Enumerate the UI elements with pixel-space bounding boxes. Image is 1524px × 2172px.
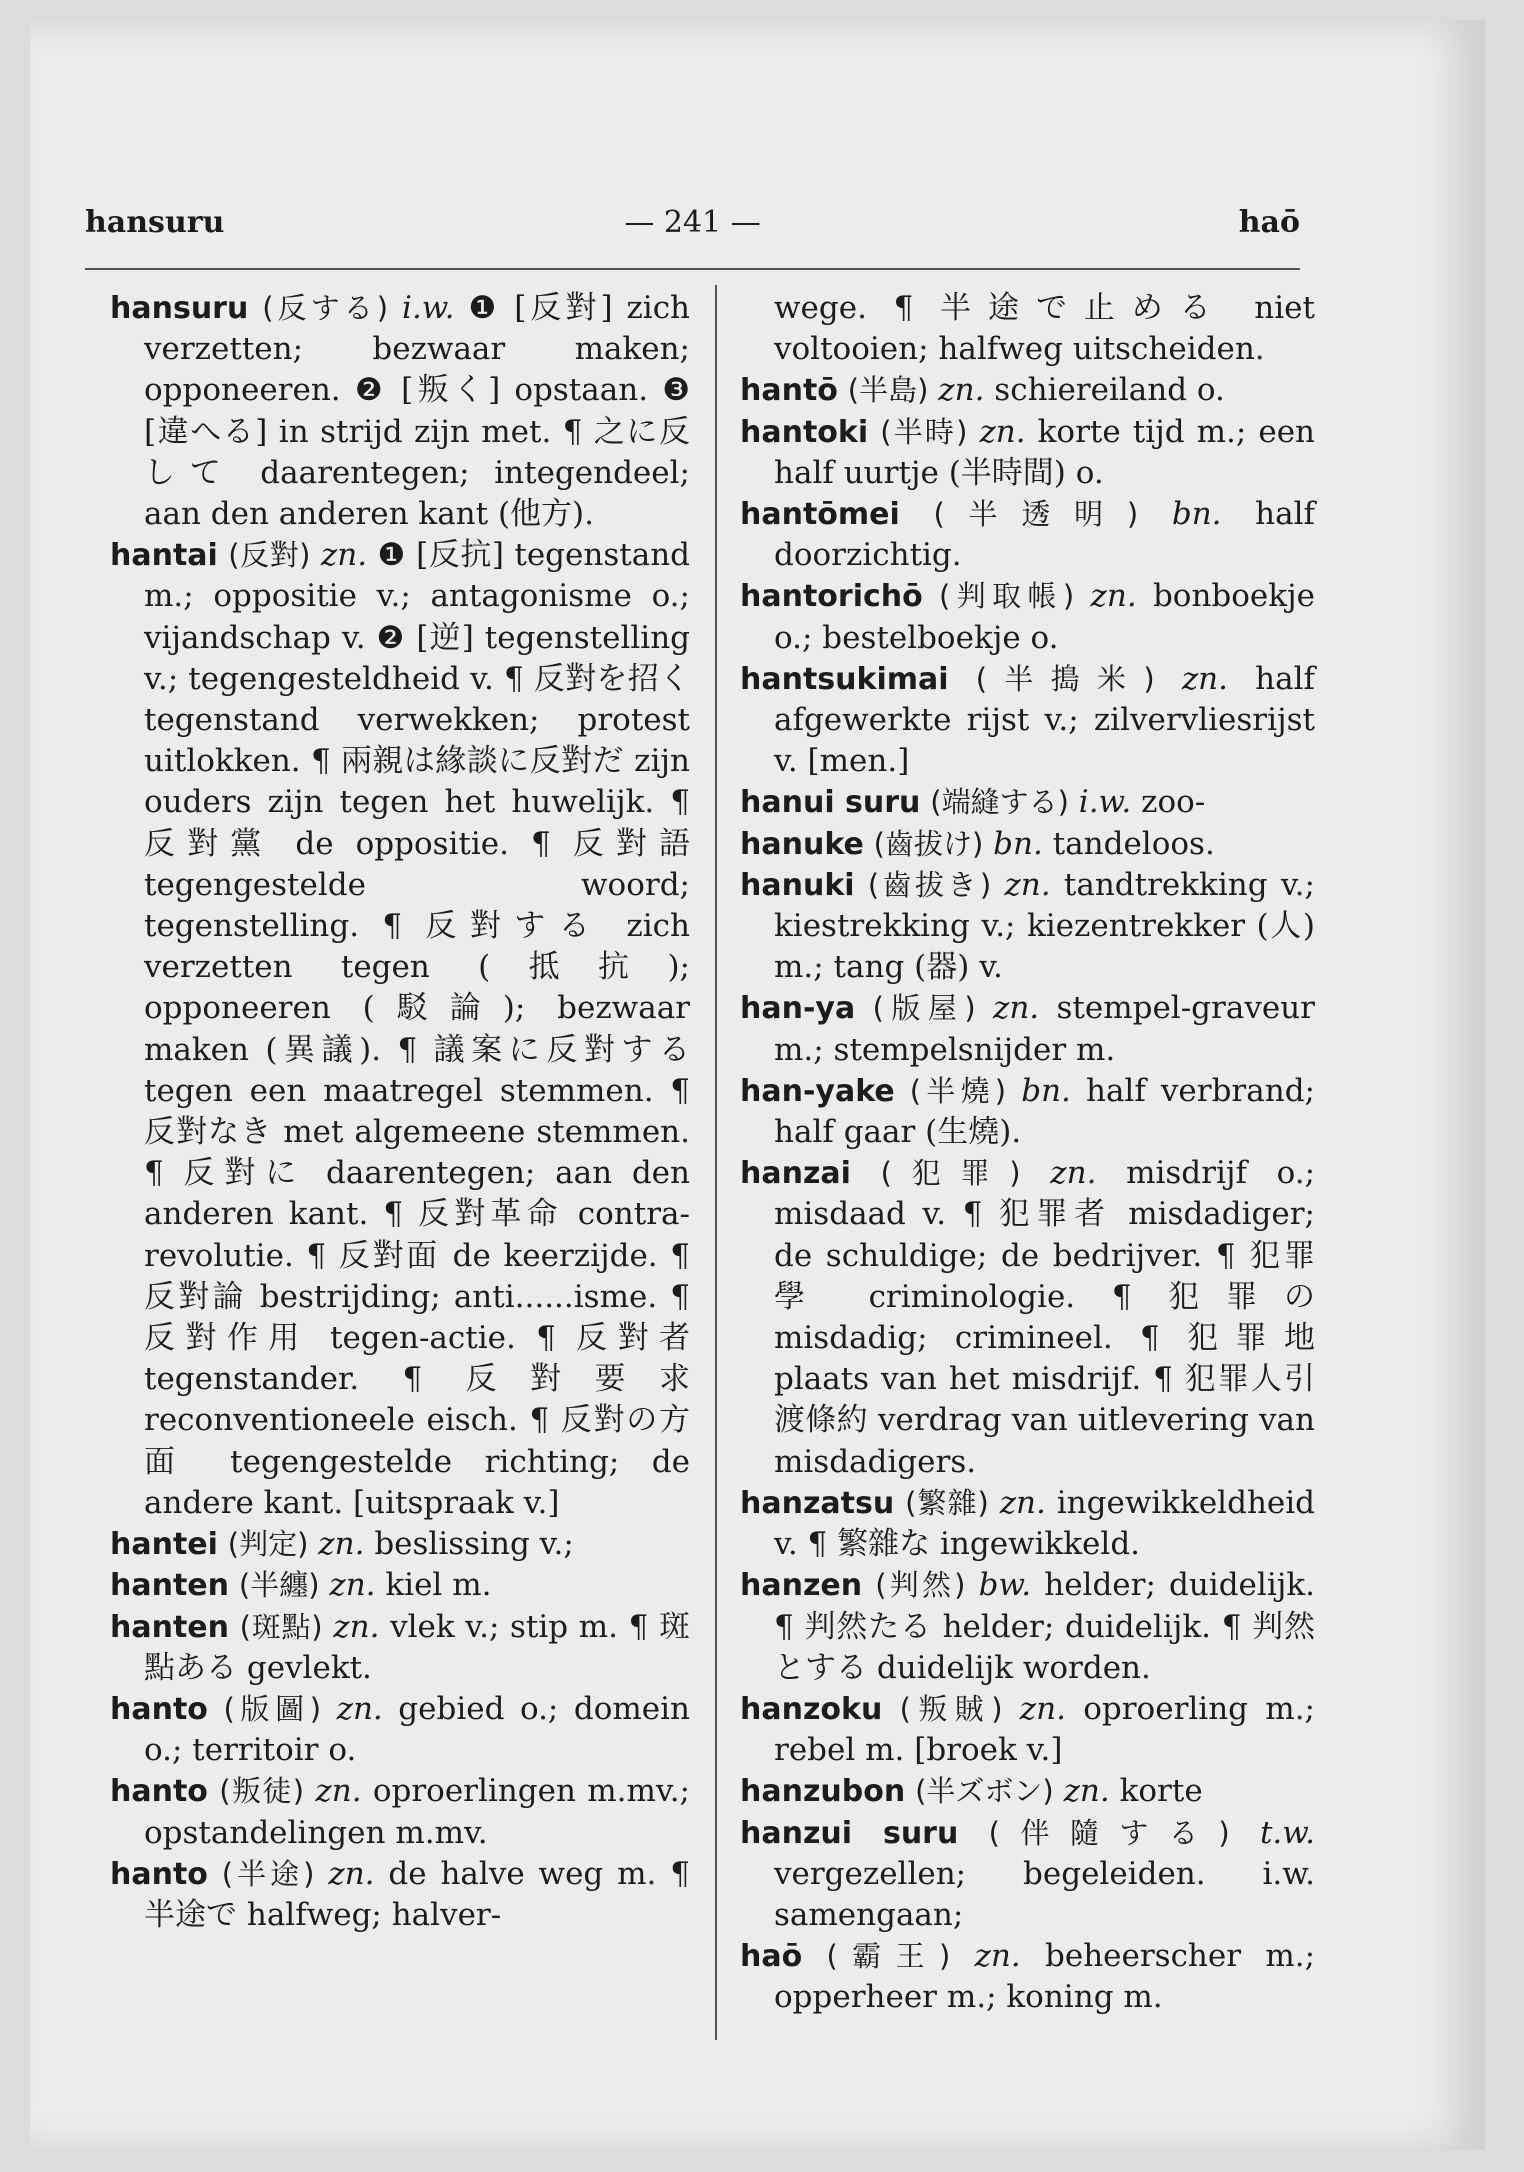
definition: oproerling m.; rebel m. [broek v.] — [774, 1690, 1315, 1769]
part-of-speech: zn. — [333, 1608, 380, 1645]
dictionary-entry — [740, 288, 1315, 370]
japanese-script: (判定) — [227, 1527, 309, 1562]
japanese-script: (版圖) — [223, 1691, 322, 1726]
dictionary-entry — [740, 1689, 1315, 1771]
part-of-speech: zn. — [974, 1938, 1021, 1975]
definition: vergezellen; begeleiden. i.w. samengaan; — [774, 1855, 1315, 1933]
headword: hanzatsu — [740, 1485, 895, 1521]
dictionary-entry — [740, 1771, 1315, 1812]
dictionary-entry — [740, 494, 1315, 576]
definition: ingewikkeldheid v. ¶ 繁雜な ingewikkeld. — [774, 1484, 1316, 1563]
page-header — [85, 205, 1300, 245]
dictionary-entry — [110, 1689, 690, 1771]
dictionary-entry — [110, 1771, 690, 1853]
dictionary-entry — [740, 1071, 1315, 1153]
japanese-script: (半燒) — [909, 1073, 1007, 1108]
headword: hanzui suru — [740, 1815, 959, 1851]
headword: hanuke — [740, 826, 864, 862]
headword: hanzai — [740, 1156, 851, 1192]
headword: hanui suru — [740, 785, 921, 821]
part-of-speech: bn. — [1021, 1072, 1071, 1109]
part-of-speech: zn. — [320, 537, 368, 574]
headword: haō — [740, 1939, 803, 1975]
part-of-speech: i.w. — [1078, 784, 1132, 821]
japanese-script: (叛賊) — [899, 1691, 1003, 1726]
right-column — [740, 288, 1315, 2019]
definition: korte tijd m.; een half uurtje (半時間) o. — [774, 413, 1316, 491]
part-of-speech: i.w. — [402, 290, 455, 326]
japanese-script: (半途) — [221, 1856, 315, 1891]
definition: bonboekje o.; bestelboekje o. — [774, 578, 1316, 656]
dictionary-entry — [110, 1524, 690, 1565]
left-column — [110, 288, 690, 1936]
headword: hanzoku — [740, 1691, 883, 1727]
japanese-script: (半島) — [847, 373, 929, 408]
definition: oproerlingen m.mv.; opstandelingen m.mv. — [144, 1773, 690, 1851]
definition: korte — [1119, 1773, 1203, 1810]
headword: hanten — [110, 1609, 230, 1645]
headword: hanten — [110, 1568, 230, 1604]
dictionary-entry — [110, 1607, 690, 1689]
headword: hantōmei — [740, 497, 900, 533]
headword: hantoki — [740, 414, 869, 450]
part-of-speech: zn. — [1090, 578, 1137, 615]
definition: tandeloos. — [1052, 825, 1215, 862]
headword: hanzubon — [740, 1774, 906, 1810]
definition: wege. ¶ 半途で止める niet voltooien; halfweg uitscheiden. — [774, 290, 1315, 368]
part-of-speech: zn. — [1063, 1773, 1110, 1810]
part-of-speech: t.w. — [1259, 1814, 1315, 1851]
japanese-script: (版屋) — [872, 991, 976, 1026]
part-of-speech: bw. — [978, 1567, 1032, 1604]
japanese-script: (半時) — [880, 414, 968, 449]
japanese-script: (繁雜) — [905, 1485, 989, 1520]
part-of-speech: zn. — [1019, 1690, 1066, 1727]
headword: hantorichō — [740, 579, 923, 615]
definition: gebied o.; domein o.; territoir o. — [144, 1690, 691, 1769]
part-of-speech: bn. — [1171, 496, 1222, 533]
dictionary-entry — [740, 412, 1315, 494]
japanese-script: (反對) — [228, 538, 311, 573]
headword: hanuki — [740, 867, 855, 903]
definition: half verbrand; half gaar (生燒). — [774, 1072, 1315, 1151]
headword: han-ya — [740, 991, 856, 1027]
headword: hanto — [110, 1856, 208, 1892]
headword: hantai — [110, 538, 218, 574]
definition: vlek v.; stip m. ¶ 斑點ある gevlekt. — [144, 1608, 691, 1686]
part-of-speech: zn. — [328, 1855, 375, 1892]
definition: half afgewerkte rijst v.; zilvervliesrijst v. [men.] — [774, 660, 1316, 780]
japanese-script: (犯罪) — [880, 1156, 1021, 1191]
part-of-speech: zn. — [999, 1484, 1046, 1521]
definition: ❶ [反對] zich verzetten; bezwaar maken; opponeeren. ❷ [叛く] opstaan. ❸ [違へる] in strijd zijn met. ¶ 之に反して daarentegen; integendeel; aan den anderen kant (他方). — [144, 290, 691, 533]
japanese-script: (判取帳) — [939, 579, 1075, 614]
part-of-speech: zn. — [318, 1526, 365, 1563]
header-rule — [85, 268, 1300, 270]
definition: tandtrekking v.; kiestrekking v.; kiezentrekker (人) m.; tang (器) v. — [774, 866, 1315, 986]
definition: helder; duidelijk. ¶ 判然たる helder; duidelijk. ¶ 判然とする duidelijk worden. — [774, 1567, 1315, 1686]
dictionary-entry — [740, 988, 1315, 1070]
dictionary-entry — [110, 535, 690, 1524]
dictionary-entry — [110, 1854, 690, 1936]
part-of-speech: zn. — [1050, 1155, 1097, 1192]
definition: kiel m. — [385, 1567, 492, 1604]
japanese-script: (半纏) — [238, 1568, 320, 1603]
japanese-script: (叛徒) — [219, 1774, 305, 1809]
japanese-script: (半ズボン) — [915, 1774, 1054, 1809]
japanese-script: (端縫する) — [930, 785, 1069, 820]
japanese-script: (判然) — [875, 1568, 966, 1603]
header-left-guide-word: hansuru — [85, 205, 225, 240]
dictionary-entry — [110, 1565, 690, 1606]
part-of-speech: bn. — [993, 825, 1043, 862]
japanese-script: (伴隨する) — [988, 1815, 1230, 1850]
japanese-script: (反する) — [262, 291, 389, 325]
headword: han-yake — [740, 1073, 895, 1109]
header-right-guide-word: haō — [1238, 205, 1300, 240]
headword: hanto — [110, 1774, 208, 1810]
dictionary-entry — [740, 782, 1315, 823]
headword: hanzen — [740, 1568, 863, 1604]
definition: misdrijf o.; misdaad v. ¶ 犯罪者 misdadiger; de schuldige; de bedrijver. ¶ 犯罪學 criminologie. ¶ 犯罪の misdadig; crimineel. ¶ 犯罪地 plaats van het misdrijf. ¶ 犯罪人引渡條約 verdrag van uitlevering van misdadigers. — [774, 1155, 1316, 1480]
part-of-speech: zn. — [979, 413, 1026, 450]
headword: hanto — [110, 1691, 208, 1727]
part-of-speech: zn. — [1004, 866, 1051, 903]
japanese-script: (齒拔け) — [873, 826, 984, 861]
japanese-script: (半搗米) — [975, 661, 1155, 696]
japanese-script: (斑點) — [239, 1609, 323, 1644]
column-divider — [715, 285, 717, 2040]
dictionary-entry — [740, 576, 1315, 658]
definition: beheerscher m.; opperheer m.; koning m. — [774, 1938, 1316, 2016]
japanese-script: (齒拔き) — [867, 867, 992, 902]
dictionary-entry — [740, 1565, 1315, 1689]
part-of-speech: zn. — [1181, 660, 1228, 697]
japanese-script: (霸王) — [826, 1939, 951, 1974]
dictionary-entry — [740, 370, 1315, 411]
dictionary-entry — [740, 1936, 1315, 2018]
definition: de halve weg m. ¶ 半途で halfweg; halver- — [144, 1855, 690, 1933]
page-number: — 241 — — [624, 205, 761, 240]
definition: beslissing v.; — [374, 1526, 574, 1563]
japanese-script: (半透明) — [933, 497, 1139, 532]
definition: half doorzichtig. — [774, 496, 1315, 574]
headword: hantō — [740, 373, 838, 409]
part-of-speech: zn. — [336, 1690, 383, 1727]
headword: hantei — [110, 1527, 218, 1563]
dictionary-entry — [740, 659, 1315, 783]
part-of-speech: zn. — [315, 1773, 362, 1810]
dictionary-entry — [740, 865, 1315, 989]
definition: stempel-graveur m.; stempelsnijder m. — [774, 990, 1315, 1068]
definition: zoo- — [1141, 784, 1206, 821]
dictionary-entry — [740, 1813, 1315, 1937]
dictionary-entry — [740, 1483, 1315, 1565]
part-of-speech: zn. — [993, 990, 1040, 1027]
dictionary-entry — [740, 824, 1315, 865]
definition: ❶ [反抗] tegenstand m.; oppositie v.; antagonisme o.; vijandschap v. ❷ [逆] tegenstelling v.; tegengesteldheid v. ¶ 反對を招く tegenstand verwekken; protest uitlokken. ¶ 兩親は緣談に反對だ zijn ouders zijn tegen het huwelijk. ¶ 反對黨 de oppositie. ¶ 反對語 tegengestelde woord; tegenstelling. ¶ 反對する zich verzetten tegen (抵抗); opponeeren (駁論); bezwaar maken (異議). ¶ 議案に反對する tegen een maatregel stemmen. ¶ 反對なき met algemeene stemmen. ¶ 反對に daarentegen; aan den anderen kant. ¶ 反對革命 contra-revolutie. ¶ 反對面 de keerzijde. ¶ 反對論 bestrijding; anti......isme. ¶ 反對作用 tegen-actie. ¶ 反對者 tegenstander. ¶ 反對要求 reconventioneele eisch. ¶ 反對の方面 tegengestelde richting; de andere kant. [uitspraak v.] — [144, 537, 690, 1521]
part-of-speech: zn. — [938, 372, 985, 409]
headword: hansuru — [110, 291, 249, 326]
dictionary-entry — [740, 1153, 1315, 1483]
part-of-speech: zn. — [329, 1567, 376, 1604]
headword: hantsukimai — [740, 661, 949, 697]
dictionary-entry — [110, 288, 690, 535]
definition: schiereiland o. — [994, 372, 1225, 409]
